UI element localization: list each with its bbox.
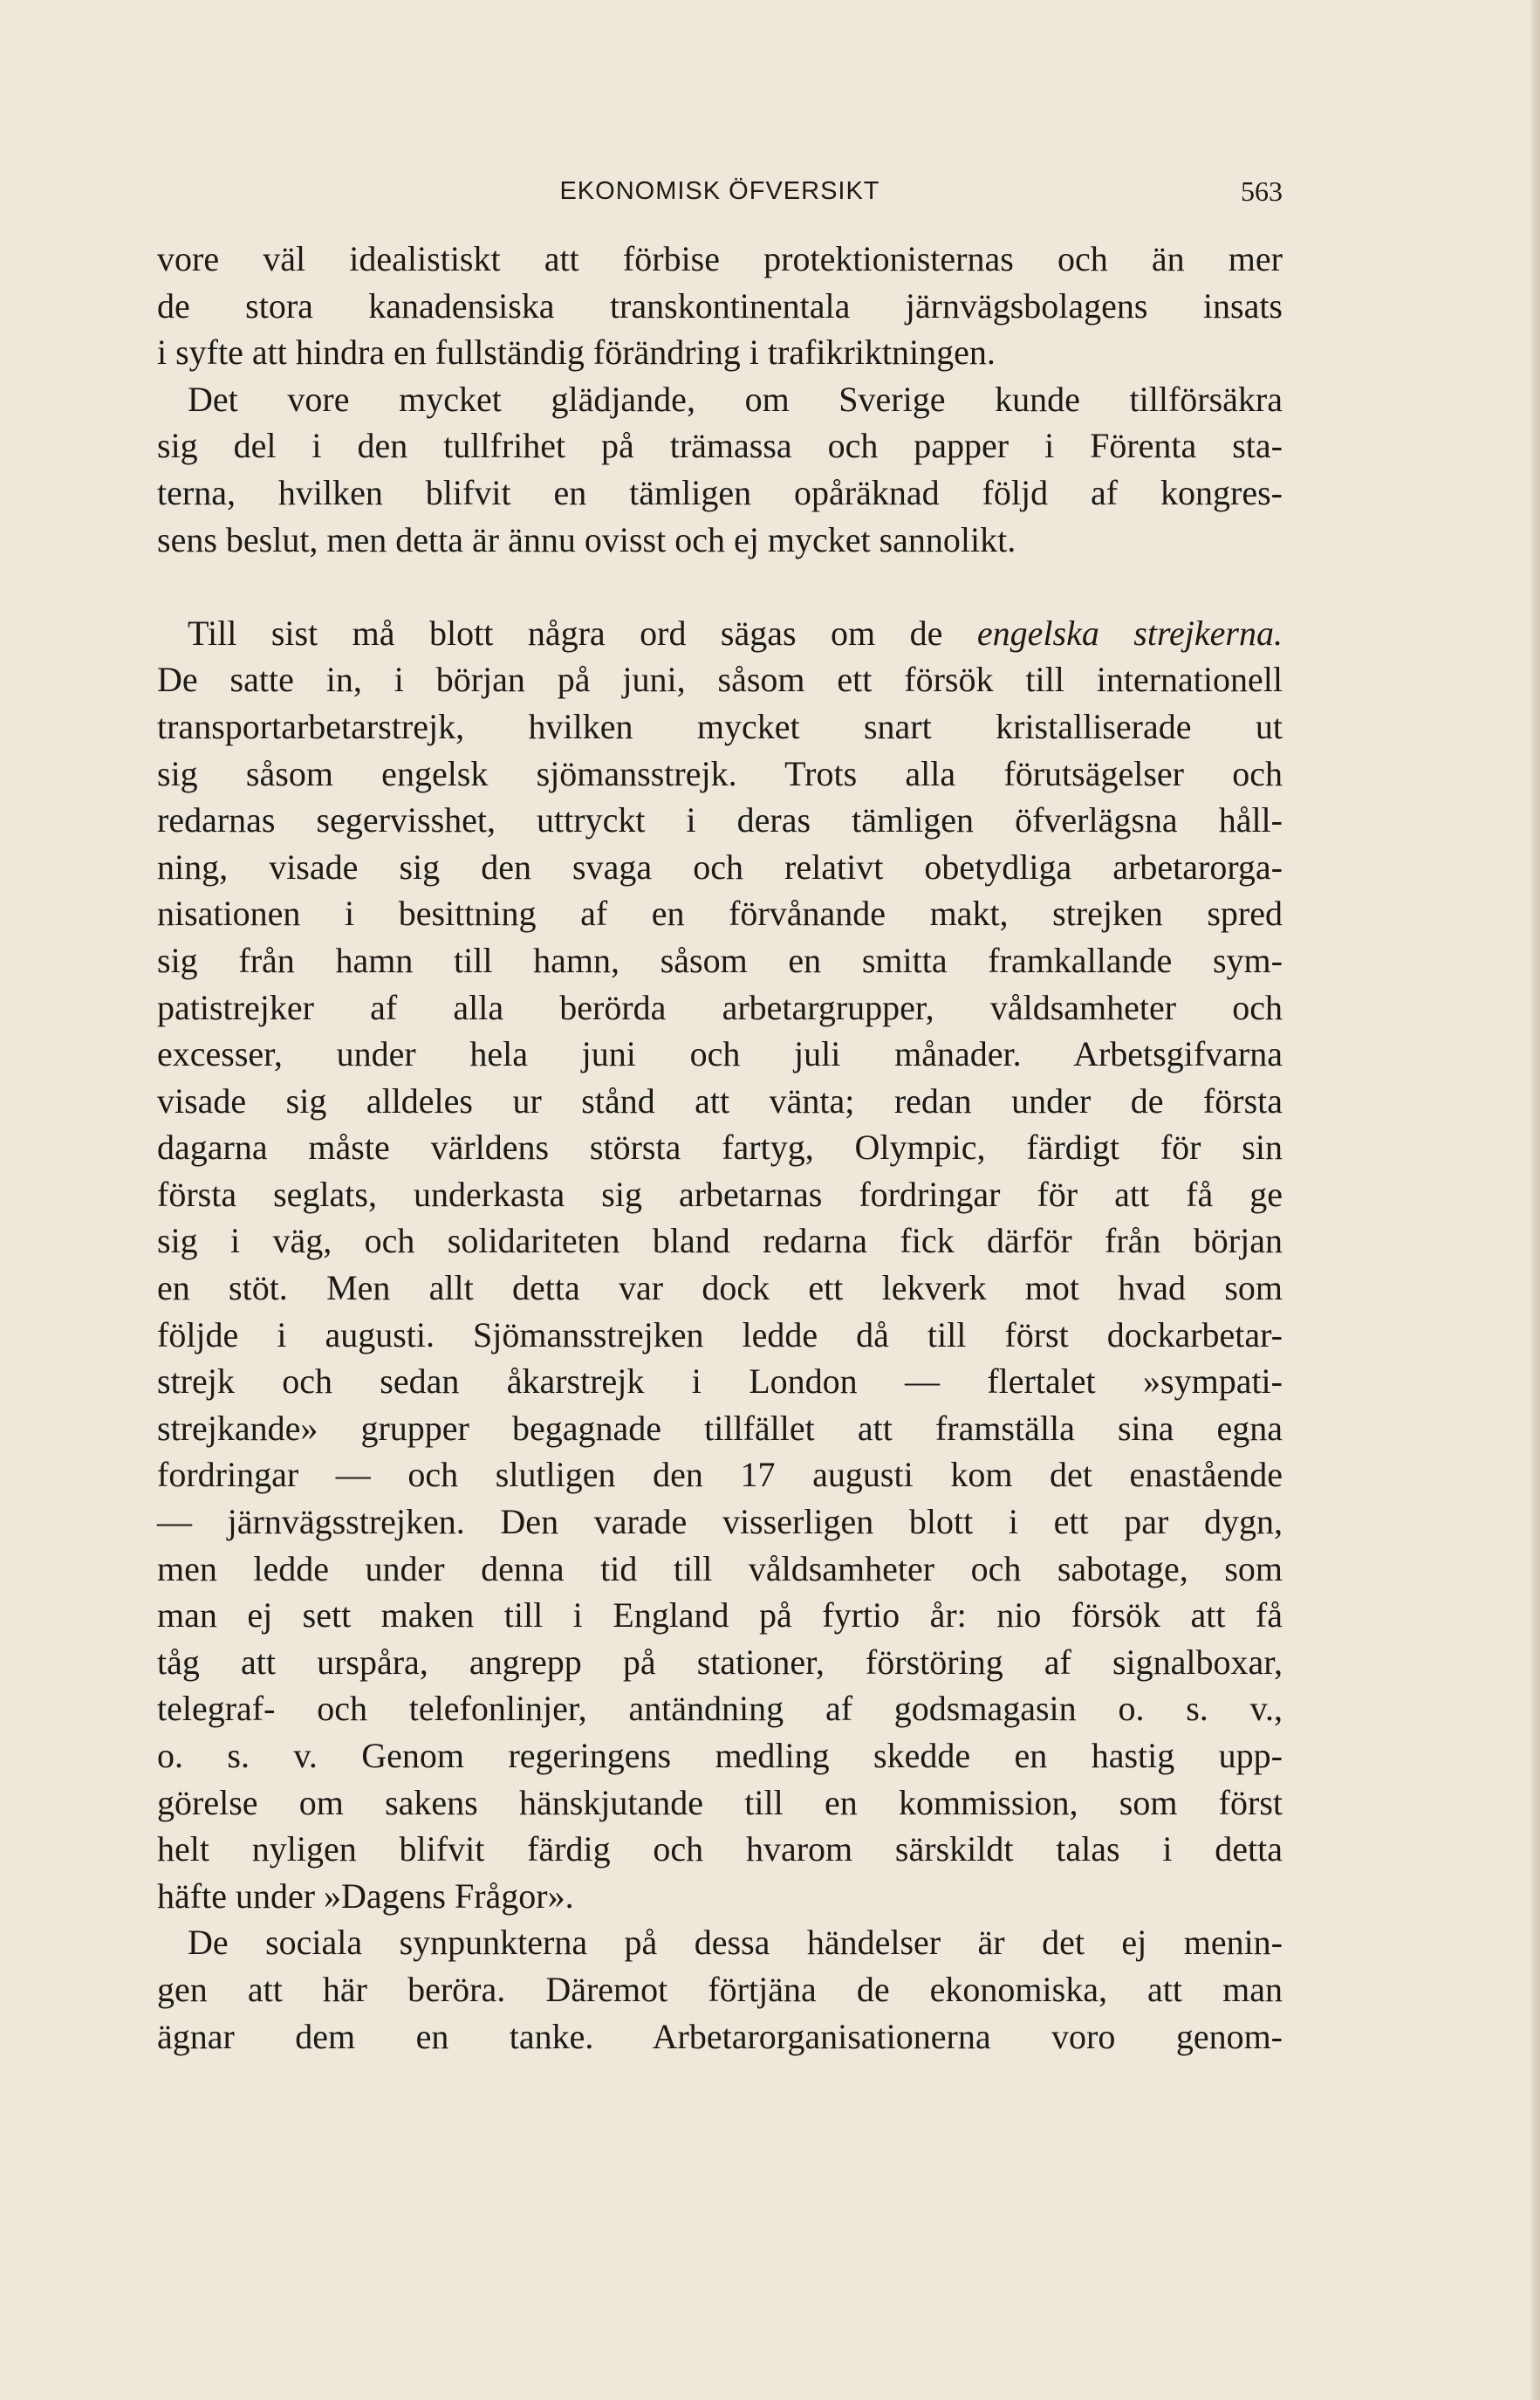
section-gap <box>157 563 1283 610</box>
text-line: Det vore mycket glädjande, om Sverige kunde tillförsäkra <box>188 379 1283 419</box>
text-line: tåg att urspåra, angrepp på stationer, förstöring af signalboxar, <box>157 1642 1283 1682</box>
text-line: de stora kanadensiska transkontinentala järnvägsbolagens insats <box>157 285 1283 326</box>
body-text <box>157 236 1283 2060</box>
text-line: sig del i den tullfrihet på trämassa och papper i Förenta sta- <box>157 426 1283 466</box>
emphasis-text: engelska strejkerna. <box>976 613 1283 653</box>
text-line: helt nyligen blifvit färdig och hvarom särskildt talas i detta <box>157 1829 1283 1869</box>
text-line: strejkande» grupper begagnade tillfället att framställa sina egna <box>157 1408 1283 1448</box>
page-edge <box>1531 0 1540 2400</box>
text-line: i syfte att hindra en fullständig förändring i trafikriktningen. <box>157 333 996 373</box>
text-line: — järnvägsstrejken. Den varade visserligen blott i ett par dygn, <box>157 1502 1283 1542</box>
text-line: strejk och sedan åkarstrejk i London — flertalet »sympati- <box>157 1361 1283 1402</box>
running-title: EKONOMISK ÖFVERSIKT <box>559 177 880 205</box>
text-line: ning, visade sig den svaga och relativt obetydliga arbetarorga- <box>157 847 1283 887</box>
text-line: De sociala synpunkterna på dessa händelser är det ej menin- <box>188 1923 1283 1963</box>
text-line: ägnar dem en tanke. Arbetarorganisationerna voro genom- <box>157 2016 1283 2056</box>
text-line: görelse om sakens hänskjutande till en kommission, som först <box>157 1782 1283 1822</box>
text-line: följde i augusti. Sjömansstrejken ledde då till först dockarbetar- <box>157 1314 1283 1354</box>
text-line: man ej sett maken till i England på fyrtio år: nio försök att få <box>157 1595 1283 1635</box>
text-line: dagarna måste världens största fartyg, Olympic, färdigt för sin <box>157 1128 1283 1168</box>
running-header <box>157 172 1283 224</box>
text-line: visade sig alldeles ur stånd att vänta; redan under de första <box>157 1080 1283 1121</box>
text-line: terna, hvilken blifvit en tämligen opåräknad följd af kongres- <box>157 472 1283 512</box>
text-line: sig i väg, och solidariteten bland redarna fick därför från början <box>157 1221 1283 1261</box>
text-line: patistrejker af alla berörda arbetargrupper, våldsamheter och <box>157 987 1283 1027</box>
text-line: vore väl idealistiskt att förbise protektionisternas och än mer <box>157 239 1283 278</box>
text-line: första seglats, underkasta sig arbetarnas fordringar för att få ge <box>157 1174 1283 1214</box>
text-line: De satte in, i början på juni, såsom ett försök till internationell <box>157 660 1283 700</box>
text-line: excesser, under hela juni och juli månader. Arbetsgifvarna <box>157 1034 1283 1074</box>
text-line: en stöt. Men allt detta var dock ett lekverk mot hvad som <box>157 1268 1283 1308</box>
text-line: gen att här beröra. Däremot förtjäna de ekonomiska, att man <box>157 1969 1283 2009</box>
text-line: sig från hamn till hamn, såsom en smitta framkallande sym- <box>157 940 1283 980</box>
text-line: nisationen i besittning af en förvånande makt, strejken spred <box>157 894 1283 934</box>
text-line: telegraf- och telefonlinjer, antändning af godsmagasin o. s. v., <box>157 1689 1283 1729</box>
text-line: o. s. v. Genom regeringens medling skedde en hastig upp- <box>157 1736 1283 1775</box>
text-line: sens beslut, men detta är ännu ovisst och ej mycket sannolikt. <box>157 519 1016 559</box>
text-line <box>157 610 1283 657</box>
page-number: 563 <box>1241 175 1283 207</box>
text-line: redarnas segervisshet, uttryckt i deras tämligen öfverlägsna håll- <box>157 800 1283 840</box>
text-line: men ledde under denna tid till våldsamheter och sabotage, som <box>157 1548 1283 1588</box>
text-line: sig såsom engelsk sjömansstrejk. Trots alla förutsägelser och <box>157 753 1283 793</box>
text-line: häfte under »Dagens Frågor». <box>157 1875 574 1916</box>
text-line: transportarbetarstrejk, hvilken mycket snart kristalliserade ut <box>157 706 1283 746</box>
text-line: fordringar — och slutligen den 17 augusti kom det enastående <box>157 1455 1283 1495</box>
text-fragment: Till sist må blott några ord sägas om de <box>188 613 977 653</box>
